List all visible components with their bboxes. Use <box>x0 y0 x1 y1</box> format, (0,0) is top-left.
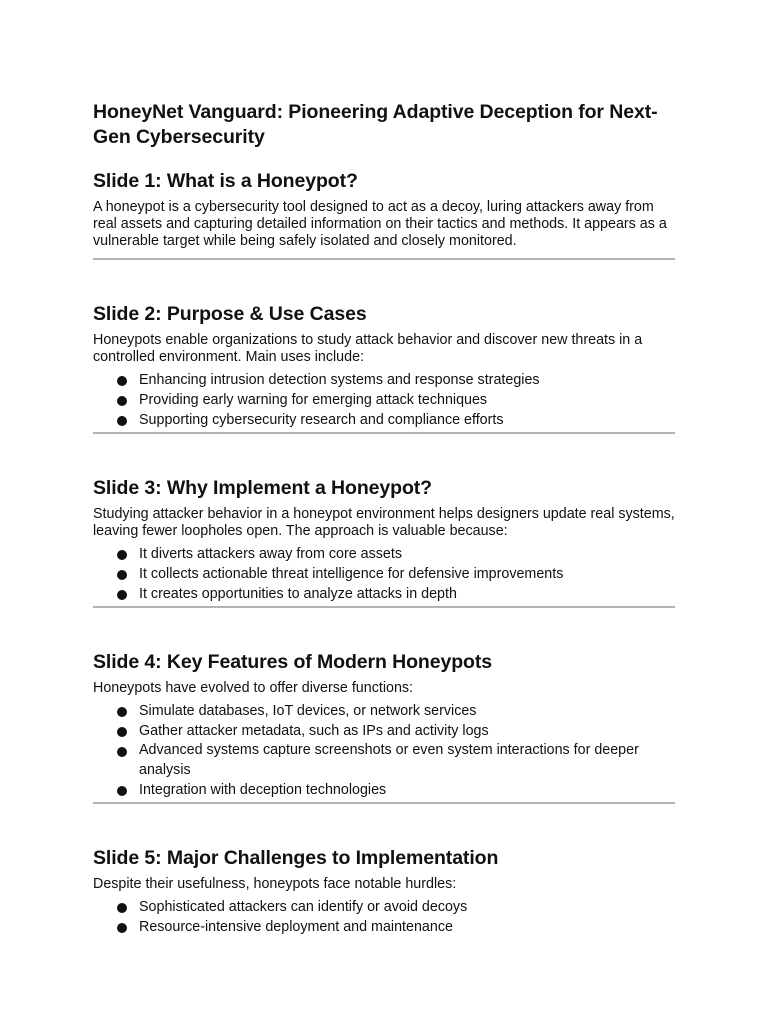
list-item <box>93 917 675 937</box>
list-item <box>93 390 675 410</box>
list-item <box>93 897 675 917</box>
slide-section-1 <box>93 169 675 260</box>
list-item-text: Supporting cybersecurity research and compliance efforts <box>139 412 504 428</box>
document-page <box>93 100 675 937</box>
slide-heading: Slide 4: Key Features of Modern Honeypots <box>93 651 492 673</box>
section-divider <box>93 258 675 260</box>
list-item <box>93 410 675 430</box>
list-item <box>93 584 675 604</box>
list-item <box>93 741 675 780</box>
list-item-text: Resource-intensive deployment and maintenance <box>139 919 453 935</box>
bullet-icon <box>117 376 127 386</box>
list-item-text: It diverts attackers away from core assets <box>139 546 402 562</box>
bullet-list <box>93 370 675 430</box>
slide-body-text: Honeypots enable organizations to study attack behavior and discover new threats in a controlled environment. Main uses include: <box>93 332 643 365</box>
list-item-text: Simulate databases, IoT devices, or network services <box>139 703 477 719</box>
slide-section-3 <box>93 476 675 608</box>
bullet-icon <box>117 550 127 560</box>
slide-heading: Slide 3: Why Implement a Honeypot? <box>93 477 432 499</box>
list-item-text: It creates opportunities to analyze attacks in depth <box>139 586 457 602</box>
slide-section-2 <box>93 302 675 434</box>
section-divider <box>93 802 675 804</box>
document-title: HoneyNet Vanguard: Pioneering Adaptive Deception for Next-Gen Cybersecurity <box>93 101 658 148</box>
list-item <box>93 721 675 741</box>
slide-section-5 <box>93 846 675 937</box>
slide-body-text: Studying attacker behavior in a honeypot environment helps designers update real systems, leaving fewer loopholes open. The approach is valuable because: <box>93 506 675 539</box>
bullet-icon <box>117 727 127 737</box>
slide-body-text: Despite their usefulness, honeypots face notable hurdles: <box>93 876 457 892</box>
list-item-text: Gather attacker metadata, such as IPs and activity logs <box>139 723 489 739</box>
section-divider <box>93 606 675 608</box>
bullet-list <box>93 897 675 937</box>
bullet-list <box>93 544 675 604</box>
bullet-icon <box>117 747 127 757</box>
bullet-icon <box>117 396 127 406</box>
bullet-icon <box>117 786 127 796</box>
bullet-icon <box>117 707 127 717</box>
list-item <box>93 780 675 800</box>
list-item-text: It collects actionable threat intelligence for defensive improvements <box>139 566 564 582</box>
list-item-text: Enhancing intrusion detection systems and response strategies <box>139 372 540 388</box>
section-divider <box>93 432 675 434</box>
slide-body-text: Honeypots have evolved to offer diverse functions: <box>93 680 414 696</box>
list-item <box>93 544 675 564</box>
slide-body-text: A honeypot is a cybersecurity tool designed to act as a decoy, luring attackers away from real assets and capturing detailed information on their tactics and methods. It appears as a vulnerable target while being safely isolated and closely monitored. <box>93 199 667 249</box>
list-item-text: Integration with deception technologies <box>139 782 387 798</box>
slide-section-4 <box>93 650 675 804</box>
bullet-icon <box>117 590 127 600</box>
slide-heading: Slide 2: Purpose & Use Cases <box>93 303 367 325</box>
slide-heading: Slide 1: What is a Honeypot? <box>93 170 358 192</box>
list-item-text: Sophisticated attackers can identify or avoid decoys <box>139 899 468 915</box>
bullet-icon <box>117 903 127 913</box>
list-item-text: Advanced systems capture screenshots or even system interactions for deeper analysis <box>139 742 639 778</box>
bullet-icon <box>117 923 127 933</box>
bullet-icon <box>117 570 127 580</box>
list-item <box>93 370 675 390</box>
list-item <box>93 701 675 721</box>
bullet-list <box>93 701 675 800</box>
list-item <box>93 564 675 584</box>
bullet-icon <box>117 416 127 426</box>
list-item-text: Providing early warning for emerging attack techniques <box>139 392 488 408</box>
slide-heading: Slide 5: Major Challenges to Implementation <box>93 847 499 869</box>
